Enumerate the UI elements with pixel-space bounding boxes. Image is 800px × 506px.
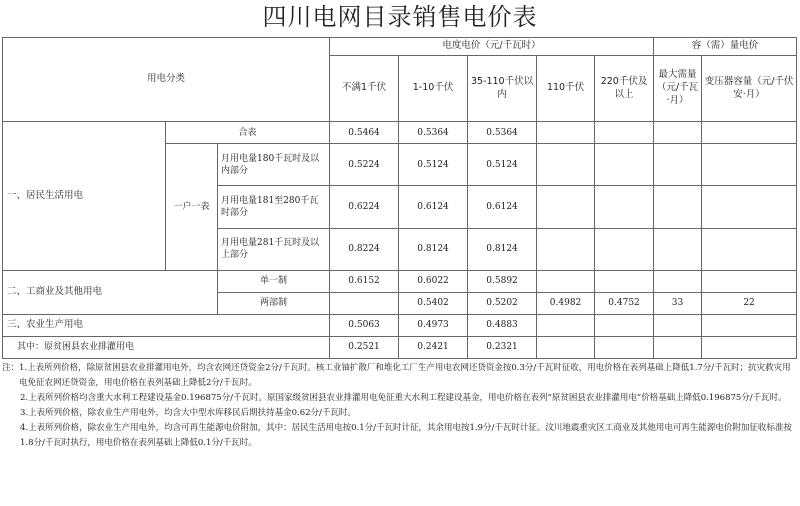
agriculture-label: 三、农业生产用电: [3, 314, 330, 336]
cell-value: 0.5892: [468, 270, 537, 292]
price-table: [2, 37, 797, 359]
cell-value: 0.6124: [468, 186, 537, 228]
cell-value: 0.5063: [330, 314, 399, 336]
cell-value: 0.4752: [595, 292, 654, 314]
notes: [2, 361, 798, 451]
cell-value: 0.5202: [468, 292, 537, 314]
note-text: 2.上表所列价格均含重大水利工程建设基金0.196875分/千瓦时。原国家级贫困县农业排灌用电免征重大水利工程建设基金，用电价格在表列“原贫困县农业排灌用电”价格基础上降低0.196875分/千瓦时。: [20, 393, 787, 403]
cell-value: 0.2521: [330, 336, 399, 358]
note-item: [2, 391, 798, 406]
cell-value: 0.5124: [468, 144, 537, 186]
col-header-transformer: 变压器容量（元/千伏安·月）: [702, 56, 797, 122]
cell-value: 0.6022: [399, 270, 468, 292]
col-header-max-demand: 最大需量（元/千瓦·月）: [654, 56, 702, 122]
energy-price-header: 电度电价（元/千瓦时）: [330, 38, 654, 56]
agriculture-sub-label: 其中：原贫困县农业排灌用电: [3, 336, 330, 358]
tier-label: 月用电量180千瓦时及以内部分: [218, 144, 330, 186]
cell-value: 0.2421: [399, 336, 468, 358]
cell-value: 0.5402: [399, 292, 468, 314]
note-text: 1.上表所列价格，除原贫困县农业排灌用电外，均含农网还贷资金2分/千瓦时。核工业铀扩散厂和堆化工厂生产用电农网还贷资金按0.3分/千瓦时征收，用电价格在表列基础上降低1.7分/千瓦时；抗灾救灾用电免征农网还贷资金，用电价格在表列基础上降低2分/千瓦时。: [19, 363, 791, 388]
note-item: [2, 361, 798, 391]
combined-label: 合表: [166, 122, 330, 144]
cell-value: 0.5464: [330, 122, 399, 144]
household-label: 一户一表: [166, 144, 218, 270]
cell-value: 22: [702, 292, 797, 314]
cell-value: 0.2321: [468, 336, 537, 358]
col-header-220kv: 220千伏及以上: [595, 56, 654, 122]
two-part-label: 两部制: [218, 292, 330, 314]
note-item: [2, 406, 798, 421]
note-item: [2, 421, 798, 451]
cell-value: 0.5364: [468, 122, 537, 144]
table-row: [3, 270, 797, 292]
cell-value: 33: [654, 292, 702, 314]
cell-value: 0.5364: [399, 122, 468, 144]
residential-label: 一、居民生活用电: [3, 122, 166, 270]
col-header-35-110kv: 35-110千伏以内: [468, 56, 537, 122]
cell-value: 0.8124: [468, 228, 537, 270]
cell-value: 0.8224: [330, 228, 399, 270]
cell-value: 0.4883: [468, 314, 537, 336]
note-text: 3.上表所列价格，除农业生产用电外，均含大中型水库移民后期扶持基金0.62分/千瓦时。: [20, 408, 356, 418]
single-rate-label: 单一制: [218, 270, 330, 292]
cell-value: 0.6124: [399, 186, 468, 228]
col-header-110kv: 110千伏: [537, 56, 595, 122]
tier-label: 月用电量281千瓦时及以上部分: [218, 228, 330, 270]
cell-value: 0.4982: [537, 292, 595, 314]
tier-label: 月用电量181至280千瓦时部分: [218, 186, 330, 228]
notes-prefix: 注：: [2, 363, 20, 373]
category-header: 用电分类: [3, 38, 330, 122]
cell-value: 0.6224: [330, 186, 399, 228]
cell-value: 0.5124: [399, 144, 468, 186]
table-row: [3, 122, 797, 144]
table-row: [3, 336, 797, 358]
table-row: [3, 314, 797, 336]
cell-value: 0.5224: [330, 144, 399, 186]
page-title: 四川电网目录销售电价表: [262, 3, 538, 31]
cell-value: 0.4973: [399, 314, 468, 336]
industrial-label: 二、工商业及其他用电: [3, 270, 218, 314]
cell-value: 0.6152: [330, 270, 399, 292]
col-header-1-10kv: 1-10千伏: [399, 56, 468, 122]
cell-value: 0.8124: [399, 228, 468, 270]
col-header-below-1kv: 不满1千伏: [330, 56, 399, 122]
capacity-price-header: 容（需）量电价: [654, 38, 797, 56]
note-text: 4.上表所列价格，除农业生产用电外，均含可再生能源电价附加，其中：居民生活用电按0.1分/千瓦时计征，其余用电按1.9分/千瓦时计征。汶川地震重灾区工商业及其他用电可再生能源电价附加征收标准按1.8分/千瓦时执行，用电价格在表列基础上降低0.1分/千瓦时。: [20, 423, 792, 448]
